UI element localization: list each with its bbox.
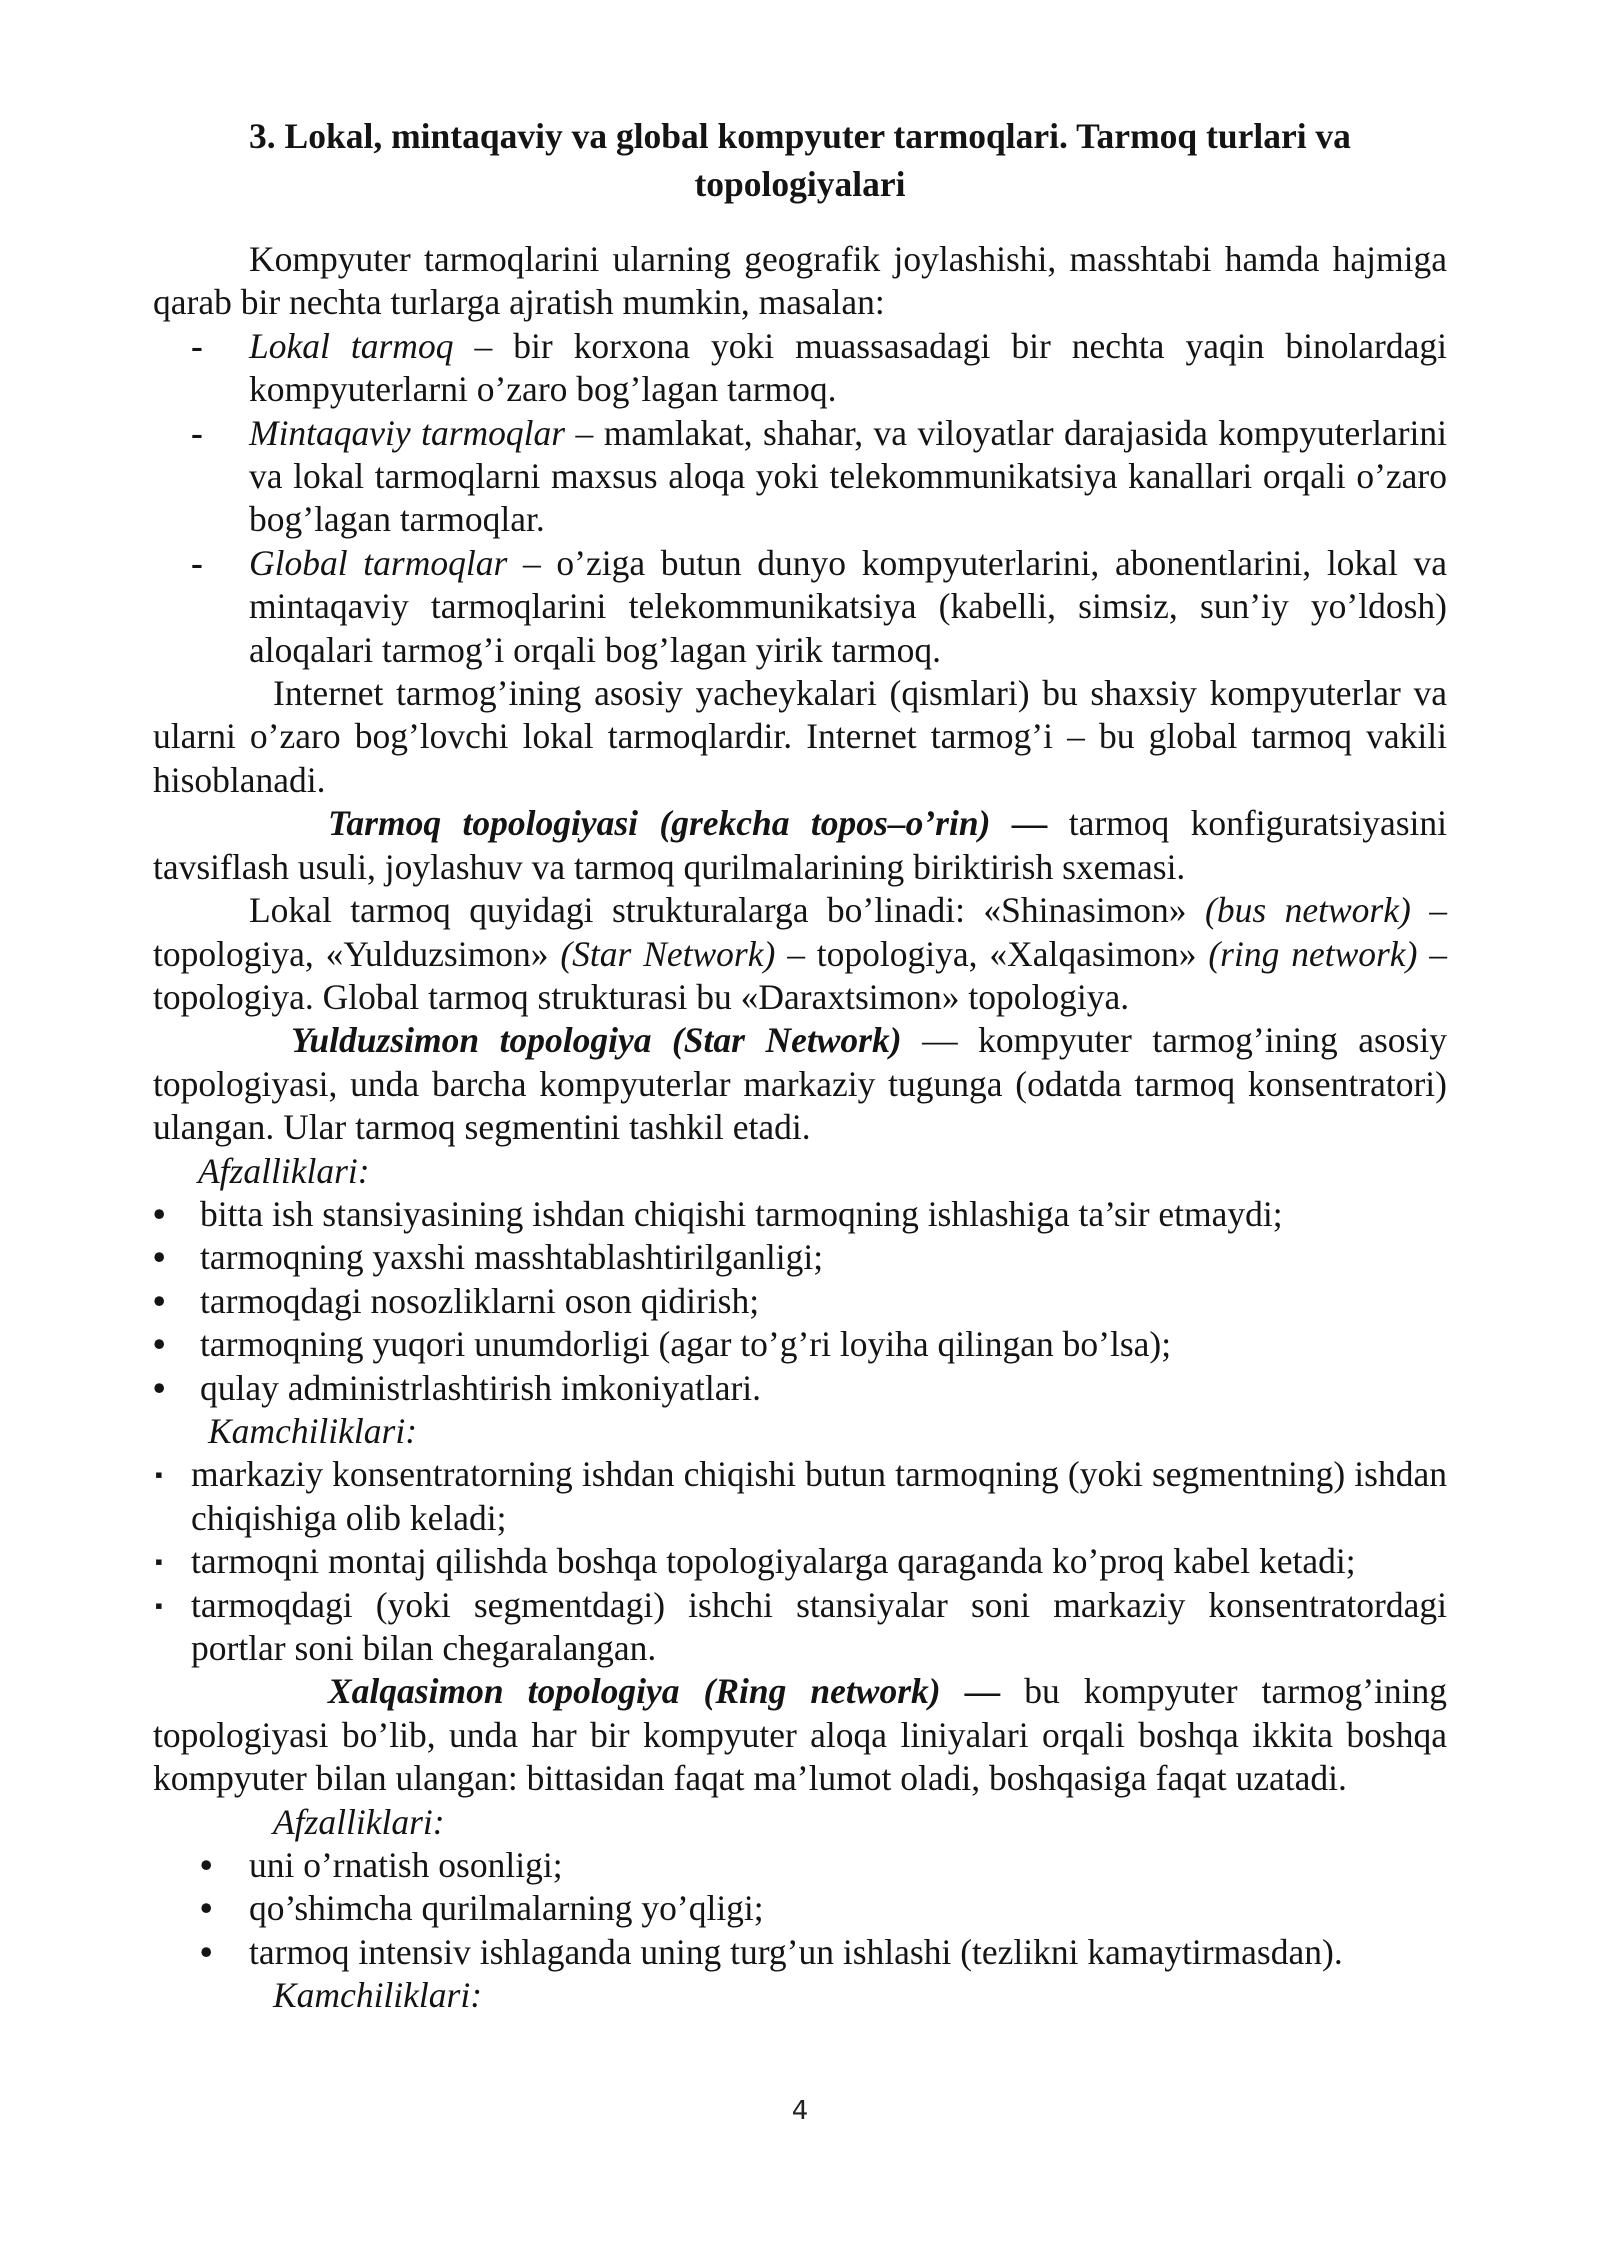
star-disadvantages-list: [153, 1453, 1447, 1670]
list-item-text: bitta ish stansiyasining ishdan chiqishi tarmoqning ishlashiga ta’sir etmaydi;: [200, 1193, 1283, 1234]
topology-text: tarmoq konfiguratsiyasini tavsiflash usuli, joylashuv va tarmoq qurilmalarining biriktirish sxemasi.: [153, 803, 1447, 887]
square-bullet-marker: ▪: [155, 1462, 163, 1488]
list-item-text: tarmoqning yuqori unumdorligi (agar to’g’ri loyiha qilingan bo’lsa);: [200, 1324, 1172, 1365]
bullet-marker: •: [200, 1931, 213, 1972]
term-description: – bir korxona yoki muassasadagi bir nechta yaqin binolardagi kompyuterlarni o’zaro bog’lagan tarmoq.: [249, 325, 1448, 410]
list-item: [153, 1887, 1447, 1930]
term-local-network: Lokal tarmoq: [249, 325, 454, 366]
italic-run: (ring network): [1208, 933, 1418, 974]
ring-advantages-list: [153, 1844, 1447, 1974]
bullet-marker: •: [200, 1845, 213, 1886]
internet-paragraph: Internet tarmog’ining asosiy yacheykalari (qismlari) bu shaxsiy kompyuterlar va ularni o’zaro bog’lovchi lokal tarmoqlardir. Internet tarmog’i – bu global tarmoq vakili hisoblanadi.: [153, 673, 1447, 800]
list-item: [153, 412, 1447, 542]
intro-paragraph: Kompyuter tarmoqlarini ularning geografik joylashishi, masshtabi hamda hajmiga qarab bir nechta turlarga ajratish mumkin, masalan:: [153, 239, 1447, 323]
bullet-marker: •: [200, 1888, 213, 1929]
italic-run: (Star Network): [560, 933, 776, 974]
term-global-networks: Global tarmoqlar: [249, 542, 508, 583]
dash-marker: -: [191, 412, 203, 453]
list-item-text: tarmoqni montaj qilishda boshqa topologiyalarga qaraganda ko’proq kabel ketadi;: [191, 1541, 1356, 1582]
list-item: [153, 1931, 1447, 1974]
list-item: [153, 1323, 1447, 1366]
bullet-marker: •: [153, 1280, 166, 1321]
ring-disadvantages-heading: Kamchiliklari:: [273, 1975, 483, 2016]
local-structures-paragraph: [153, 889, 1447, 1019]
list-item: [153, 1193, 1447, 1236]
bullet-marker: •: [153, 1237, 166, 1278]
star-disadvantages-heading: Kamchiliklari:: [208, 1410, 418, 1451]
square-bullet-marker: ▪: [155, 1592, 163, 1618]
star-advantages-list: [153, 1193, 1447, 1410]
star-text: — kompyuter tarmog’ining asosiy topologiyasi, unda barcha kompyuterlar markaziy tugunga (odatda tarmoq konsentratori) ulangan. Ular tarmoq segmentini tashkil etadi.: [153, 1020, 1447, 1148]
text-run: Lokal tarmoq quyidagi strukturalarga bo’linadi: «Shinasimon»: [249, 890, 1205, 931]
term-description: – o’ziga butun dunyo kompyuterlarini, abonentlarini, lokal va mintaqaviy tarmoqlarini telekommunikatsiya (kabelli, simsiz, sun’iy yo’ldosh) aloqalari tarmog’i orqali bog’lagan yirik tarmoq.: [249, 542, 1447, 670]
text-run: – topologiya, «Yulduzsimon»: [153, 890, 1447, 974]
page-number: 4: [791, 2096, 809, 2126]
topology-definition: [153, 802, 1447, 889]
list-item-text: markaziy konsentratorning ishdan chiqishi butun tarmoqning (yoki segmentning) ishdan chiqishiga olib keladi;: [191, 1454, 1447, 1538]
ring-term: Xalqasimon topologiya (Ring network): [328, 1671, 941, 1712]
list-item: [153, 1584, 1447, 1671]
dash-marker: -: [191, 325, 203, 366]
list-item: [153, 542, 1447, 672]
list-item: [153, 1540, 1447, 1583]
bullet-marker: •: [153, 1367, 166, 1408]
em-dash: —: [990, 803, 1069, 844]
list-item: [153, 1280, 1447, 1323]
ring-advantages-heading: Afzalliklari:: [273, 1801, 445, 1842]
ring-topology-paragraph: [153, 1670, 1447, 1800]
star-topology-paragraph: [153, 1019, 1447, 1149]
topology-term: Tarmoq topologiyasi (grekcha topos–o’rin): [328, 803, 991, 844]
list-item-text: tarmoqning yaxshi masshtablashtirilganligi;: [200, 1237, 824, 1278]
term-regional-networks: Mintaqaviy tarmoqlar: [249, 412, 566, 453]
list-item: [153, 1367, 1447, 1410]
list-item: [153, 1844, 1447, 1887]
list-item: [153, 1453, 1447, 1540]
section-title: 3. Lokal, mintaqaviy va global kompyuter tarmoqlari. Tarmoq turlari va topologiyalari: [249, 116, 1351, 204]
em-dash: —: [940, 1671, 1025, 1712]
list-item: [153, 325, 1447, 412]
list-item-text: tarmoqdagi nosozliklarni oson qidirish;: [200, 1280, 760, 1321]
network-types-list: [153, 325, 1447, 672]
italic-run: (bus network): [1205, 890, 1411, 931]
list-item-text: tarmoq intensiv ishlaganda uning turg’un ishlashi (tezlikni kamaytirmasdan).: [249, 1931, 1343, 1972]
list-item-text: qulay administrlashtirish imkoniyatlari.: [200, 1367, 762, 1408]
ring-text: bu kompyuter tarmog’ining topologiyasi bo’lib, unda har bir kompyuter aloqa liniyalari orqali boshqa ikkita boshqa kompyuter bilan ulangan: bittasidan faqat ma’lumot oladi, boshqasiga faqat uzatadi.: [153, 1671, 1447, 1799]
list-item: [153, 1236, 1447, 1279]
term-description: – mamlakat, shahar, va viloyatlar darajasida kompyuterlarini va lokal tarmoqlarni maxsus aloqa yoki telekommunikatsiya kanallari orqali o’zaro bog’lagan tarmoqlar.: [249, 412, 1448, 540]
list-item-text: uni o’rnatish osonligi;: [249, 1845, 563, 1886]
bullet-marker: •: [153, 1324, 166, 1365]
bullet-marker: •: [153, 1193, 166, 1234]
square-bullet-marker: ▪: [155, 1549, 163, 1575]
dash-marker: -: [191, 542, 203, 583]
text-run: – topologiya. Global tarmoq strukturasi bu «Daraxtsimon» topologiya.: [153, 933, 1448, 1017]
text-run: – topologiya, «Xalqasimon»: [775, 933, 1209, 974]
list-item-text: qo’shimcha qurilmalarning yo’qligi;: [249, 1888, 764, 1929]
list-item-text: tarmoqdagi (yoki segmentdagi) ishchi stansiyalar soni markaziy konsentratordagi portlar soni bilan chegaralangan.: [191, 1584, 1447, 1668]
star-term: Yulduzsimon topologiya (Star Network): [291, 1020, 902, 1061]
star-advantages-heading: Afzalliklari:: [198, 1150, 370, 1191]
